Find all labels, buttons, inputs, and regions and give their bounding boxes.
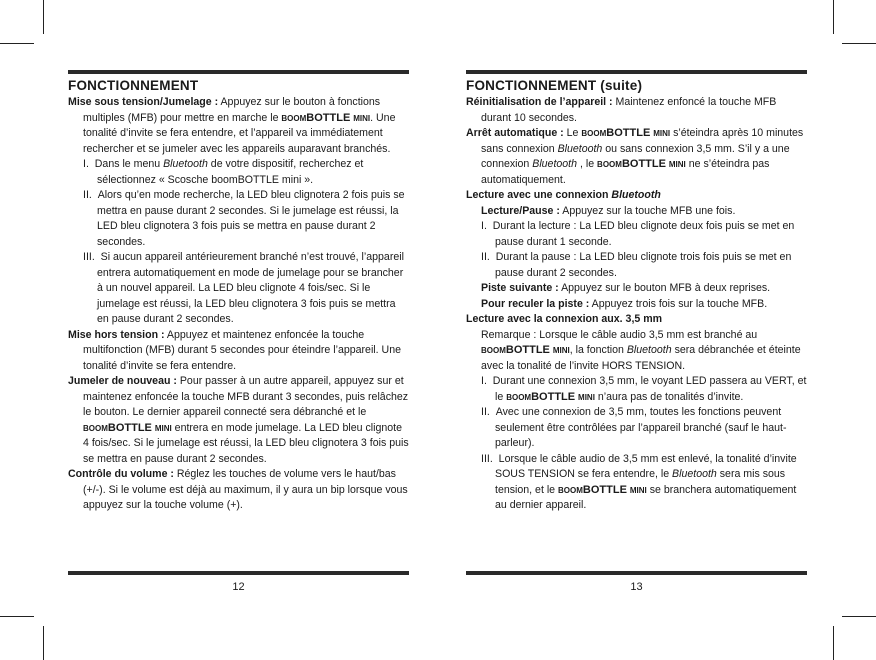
item-number: II. — [481, 251, 490, 263]
section-text: . Une tonalité d’invite se fera entendre, et l’appareil va immédiatement rechercher et se jumeler avec les appareils auparavant branchés. — [83, 111, 396, 155]
item-text: Lorsque le câble audio de 3,5 mm est enlevé, la tonalité d’invite SOUS TENSION se fera entendre, le — [495, 452, 797, 480]
heading-text: Lecture avec une connexion — [466, 189, 612, 201]
list-item — [466, 405, 807, 452]
brand-bottle: BOTTLE — [107, 421, 152, 434]
section-text: entrera en mode jumelage. La LED bleu clignote 4 fois/sec. Si le jumelage est réussi, la LED bleu clignotera 3 fois puis se mettra en pause durant 2 secondes. — [83, 421, 409, 465]
brand-name — [597, 158, 686, 170]
brand-bottle: BOTTLE — [306, 111, 351, 124]
next-track-text: Appuyez sur le bouton MFB à deux reprises. — [558, 282, 771, 294]
section-heading — [466, 189, 661, 201]
item-number: II. — [83, 189, 92, 201]
brand-name — [481, 344, 570, 356]
brand-boom: BOOM — [506, 392, 532, 402]
list-item — [68, 188, 409, 250]
item-italic: Bluetooth — [163, 158, 208, 170]
brand-name — [281, 112, 370, 124]
crop-mark — [833, 626, 834, 660]
crop-mark — [833, 0, 834, 34]
crop-mark — [842, 616, 876, 617]
page-title: FONCTIONNEMENT (suite) — [466, 78, 643, 93]
section-heading: Contrôle du volume : — [68, 468, 174, 480]
brand-bottle: BOTTLE — [531, 390, 576, 403]
brand-boom: BOOM — [281, 113, 307, 123]
brand-name — [558, 484, 647, 496]
note-text: sera débranchée et éteinte avec la tonalité de l’invite HORS TENSION. — [481, 344, 801, 372]
item-text: Durant une connexion 3,5 mm, le voyant LED passera au VERT, et le — [492, 375, 807, 403]
note-italic: Bluetooth — [626, 344, 672, 356]
next-track-label: Piste suivante : — [481, 282, 559, 294]
section-volume — [68, 467, 409, 514]
section-heading: Mise sous tension/Jumelage : — [68, 96, 219, 108]
item-text: Durant la pause : La LED bleu clignote trois fois puis se met en pause durant 2 secondes. — [495, 251, 792, 279]
list-item — [466, 374, 807, 405]
item-text: sera mis sous tension, et le — [495, 468, 786, 496]
brand-name — [581, 127, 670, 139]
item-number: I. — [481, 220, 487, 232]
item-number: III. — [481, 452, 493, 465]
left-footer — [68, 571, 409, 593]
section-heading: Réinitialisation de l’appareil : — [466, 96, 613, 108]
page-number: 12 — [232, 581, 245, 593]
section-text: Maintenez enfoncé la touche MFB durant 10 secondes. — [481, 96, 777, 124]
item-text: Dans le menu — [94, 158, 164, 170]
left-page — [68, 70, 409, 514]
right-page — [466, 70, 807, 514]
bottom-rule — [68, 571, 409, 575]
item-text: n’aura pas de tonalités d’invite. — [594, 390, 744, 403]
section-text: ou sans connexion 3,5 mm. S’il y a une connexion — [481, 142, 790, 170]
section-power-on — [68, 95, 409, 157]
section-heading: Arrêt automatique : — [466, 127, 564, 139]
list-item — [68, 157, 409, 188]
item-number: II. — [481, 406, 490, 418]
brand-bottle: BOTTLE — [582, 483, 627, 496]
item-italic: Bluetooth — [672, 468, 717, 480]
section-text: Le — [563, 127, 582, 139]
play-pause-label: Lecture/Pause : — [481, 204, 560, 217]
item-number: III. — [83, 251, 95, 263]
list-item — [68, 250, 409, 328]
page-body — [68, 95, 409, 514]
section-heading: Lecture avec la connexion aux. 3,5 mm — [466, 313, 663, 325]
brand-bottle: BOTTLE — [606, 127, 651, 139]
right-footer — [466, 571, 807, 593]
section-text: Pour passer à un autre appareil, appuyez sur et maintenez enfoncée la touche MFB durant 3 secondes, puis relâchez le bouton. Le dernier appareil connecté sera débranché et le — [83, 375, 409, 418]
aux-note — [466, 328, 807, 375]
section-repair — [68, 374, 409, 467]
brand-mini: MINI — [154, 423, 172, 433]
brand-boom: BOOM — [597, 160, 622, 169]
bottom-rule — [466, 571, 807, 575]
play-pause-text: Appuyez sur la touche MFB une fois. — [559, 204, 736, 217]
brand-boom: BOOM — [581, 129, 607, 138]
list-item — [466, 219, 807, 250]
page-body — [466, 95, 807, 514]
section-power-off — [68, 328, 409, 375]
section-text: ne s’éteindra pas automatiquement. — [481, 158, 770, 186]
section-text: s’éteindra après 10 minutes sans connexion — [481, 127, 804, 155]
item-text: de votre dispositif, recherchez et sélectionnez « Scosche boomBOTTLE mini ». — [97, 158, 364, 186]
section-text: , le — [577, 158, 598, 170]
next-track-line — [466, 281, 807, 297]
note-text: Remarque : Lorsque le câble audio 3,5 mm est branché au — [481, 328, 758, 341]
section-bt-heading — [466, 188, 807, 204]
crop-mark — [842, 43, 876, 44]
page-number: 13 — [630, 581, 643, 593]
item-text: Avec une connexion de 3,5 mm, toutes les fonctions peuvent seulement être contrôlées par l’appareil branché (sauf le haut-parleur). — [495, 406, 787, 449]
section-italic: Bluetooth — [532, 158, 578, 170]
note-text: , la fonction — [569, 344, 627, 356]
brand-mini: MINI — [629, 485, 647, 495]
prev-track-line — [466, 297, 807, 313]
section-text: Réglez les touches de volume vers le haut/bas (+/-). Si le volume est déjà au maximum, il y aura un bip lorsque vous appuyez sur la touche volume (+). — [83, 468, 408, 511]
item-number: I. — [481, 375, 487, 387]
item-text: Alors qu’en mode recherche, la LED bleu clignotera 2 fois puis se mettra en pause durant 2 secondes. Si le jumelage est réussi, la LED bleu clignotera 3 fois puis se mettra en pause durant 2 secondes. — [97, 189, 405, 248]
prev-track-text: Appuyez trois fois sur la touche MFB. — [589, 297, 768, 310]
brand-bottle: BOTTLE — [621, 158, 666, 170]
crop-mark — [43, 626, 44, 660]
play-pause-line — [466, 204, 807, 220]
crop-mark — [43, 0, 44, 34]
brand-mini: MINI — [668, 160, 686, 169]
section-aux-heading — [466, 312, 807, 328]
list-item — [466, 452, 807, 514]
section-text: Appuyez sur le bouton à fonctions multiples (MFB) pour mettre en marche le — [83, 96, 381, 124]
page-title: FONCTIONNEMENT — [68, 78, 199, 93]
list-item — [466, 250, 807, 281]
section-heading: Jumeler de nouveau : — [68, 375, 177, 387]
brand-boom: BOOM — [481, 346, 506, 355]
heading-italic: Bluetooth — [611, 189, 661, 201]
brand-name — [506, 391, 595, 403]
prev-track-label: Pour reculer la piste : — [481, 297, 590, 310]
brand-name — [83, 422, 172, 434]
top-rule — [466, 70, 807, 74]
item-text: se branchera automatiquement au dernier appareil. — [495, 483, 797, 511]
brand-mini: MINI — [653, 129, 671, 138]
item-text: Durant la lecture : La LED bleu clignote deux fois puis se met en pause durant 1 seconde. — [492, 220, 795, 248]
crop-mark — [0, 43, 34, 44]
brand-mini: MINI — [552, 346, 570, 355]
crop-mark — [0, 616, 34, 617]
item-text: Si aucun appareil antérieurement branché n’est trouvé, l’appareil entrera automatiquement en mode de jumelage pour se brancher à un nouvel appareil. La LED bleu clignote 4 fois/sec. Si le jumelage est réussi, la LED bleu clignotera 3 fois puis se mettra en pause durant 2 secondes. — [97, 251, 404, 325]
item-number: I. — [83, 158, 89, 170]
section-heading: Mise hors tension : — [68, 328, 165, 341]
section-auto-off — [466, 126, 807, 188]
brand-boom: BOOM — [83, 423, 108, 433]
section-text: Appuyez et maintenez enfoncée la touche multifonction (MFB) durant 5 secondes pour éteindre l’appareil. Une tonalité d’invite se fera entendre. — [83, 328, 401, 372]
brand-mini: MINI — [578, 392, 595, 402]
brand-bottle: BOTTLE — [505, 344, 550, 356]
brand-mini: MINI — [353, 113, 371, 123]
section-italic: Bluetooth — [557, 142, 603, 155]
top-rule — [68, 70, 409, 74]
brand-boom: BOOM — [558, 485, 583, 495]
section-reset — [466, 95, 807, 126]
